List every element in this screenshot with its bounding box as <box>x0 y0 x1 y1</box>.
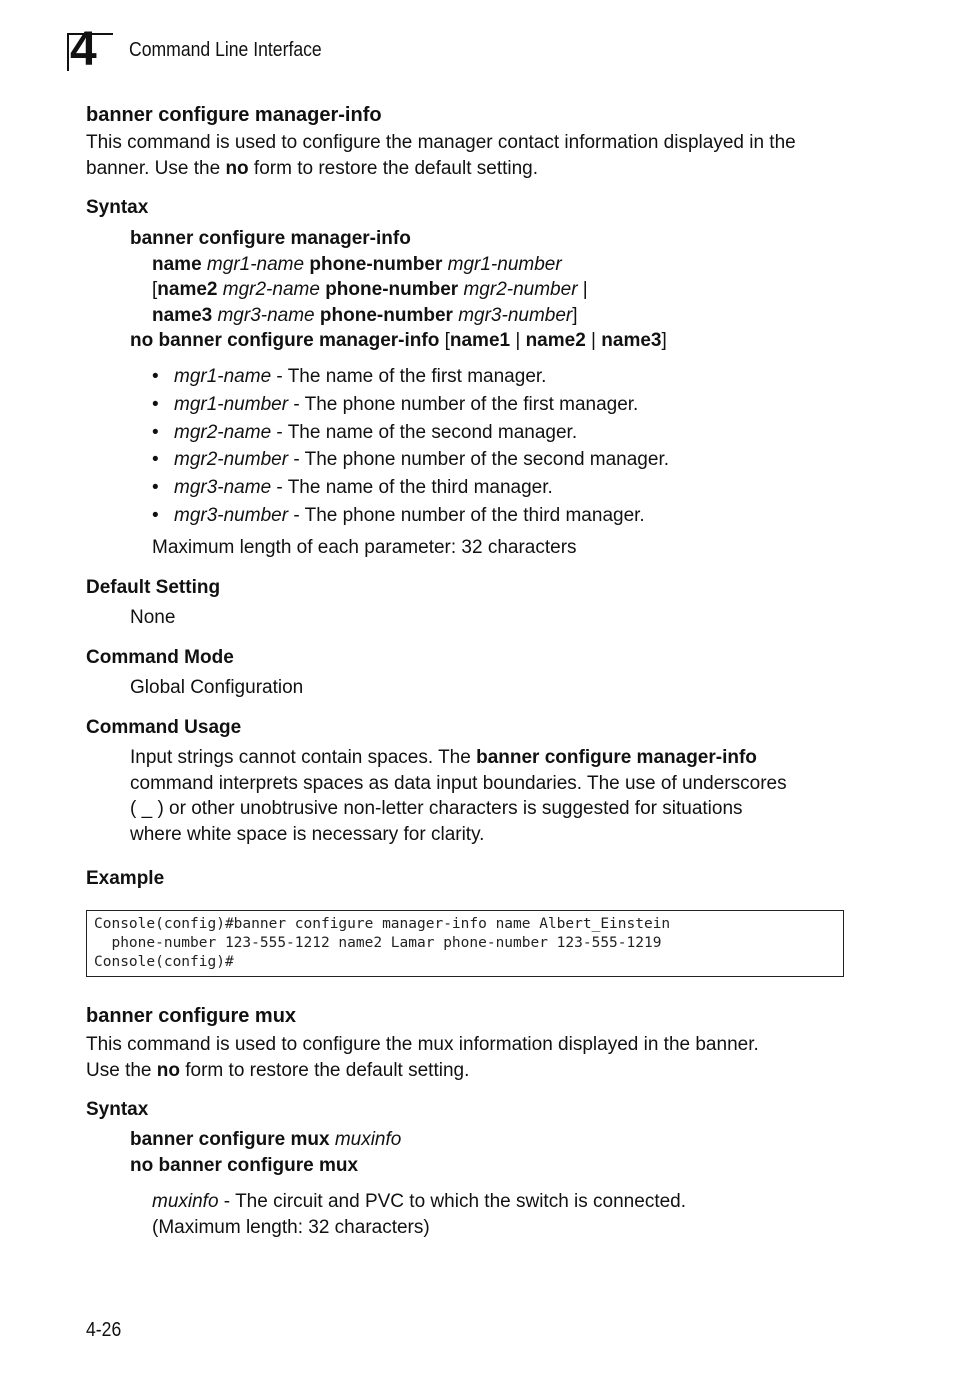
usage-line: command interprets spaces as data input boundaries. The use of underscores <box>130 772 787 794</box>
syntax-line: name mgr1-name phone-number mgr1-number <box>152 253 562 275</box>
description-line: This command is used to configure the manager contact information displayed in the <box>86 132 796 153</box>
example-code-box <box>86 910 844 977</box>
list-item: • mgr1-name - The name of the first manager. <box>152 363 669 391</box>
syntax-command: banner configure mux muxinfo <box>130 1129 402 1150</box>
section-description <box>86 130 796 181</box>
max-length-note: Maximum length of each parameter: 32 characters <box>152 537 577 558</box>
syntax-block <box>130 1127 401 1178</box>
syntax-no-command: no banner configure manager-info [name1 | name2 | name3] <box>130 330 667 351</box>
list-item: • mgr2-name - The name of the second manager. <box>152 419 669 447</box>
section-title-mux: banner configure mux <box>86 1005 297 1027</box>
parameter-list <box>152 363 669 530</box>
example-heading: Example <box>86 868 165 889</box>
default-setting-heading: Default Setting <box>86 577 221 598</box>
syntax-line: name3 mgr3-name phone-number mgr3-number] <box>152 304 578 326</box>
parameter-description <box>152 1189 686 1240</box>
param-line: muxinfo - The circuit and PVC to which the switch is connected. <box>152 1191 687 1212</box>
keyword-no: no <box>156 1059 180 1081</box>
running-header-title: Command Line Interface <box>129 39 322 61</box>
page-number: 4-26 <box>86 1319 122 1341</box>
syntax-block <box>130 226 667 354</box>
description-line: Use the no form to restore the default setting. <box>86 1059 470 1081</box>
usage-line: Input strings cannot contain spaces. The banner configure manager-info <box>130 747 757 768</box>
list-item: • mgr2-number - The phone number of the second manager. <box>152 446 669 474</box>
syntax-command: banner configure manager-info <box>130 228 411 249</box>
chapter-number: 4 <box>70 23 95 76</box>
description-line: This command is used to configure the mux information displayed in the banner. <box>86 1034 759 1055</box>
usage-line: ( _ ) or other unobtrusive non-letter characters is suggested for situations <box>130 798 743 819</box>
default-setting-value: None <box>130 607 176 628</box>
command-mode-value: Global Configuration <box>130 677 304 698</box>
syntax-heading: Syntax <box>86 197 149 218</box>
description-line: banner. Use the no form to restore the default setting. <box>86 157 539 179</box>
syntax-heading: Syntax <box>86 1099 149 1120</box>
command-usage-text <box>130 745 787 847</box>
list-item: • mgr3-name - The name of the third manager. <box>152 474 669 502</box>
usage-line: where white space is necessary for clarity. <box>130 823 485 845</box>
keyword-no: no <box>225 157 249 179</box>
list-item: • mgr3-number - The phone number of the third manager. <box>152 502 669 530</box>
section-title-manager-info: banner configure manager-info <box>86 104 382 126</box>
list-item: • mgr1-number - The phone number of the first manager. <box>152 391 669 419</box>
syntax-line: [name2 mgr2-name phone-number mgr2-number | <box>152 279 588 300</box>
section-description <box>86 1032 759 1083</box>
syntax-no-command: no banner configure mux <box>130 1154 359 1176</box>
param-line: (Maximum length: 32 characters) <box>152 1216 430 1238</box>
command-mode-heading: Command Mode <box>86 647 234 668</box>
example-code: Console(config)#banner configure manager-info name Albert_Einstein phone-number 123-555-1212 name2 Lamar phone-number 123-555-1219 Console(config)# <box>94 916 671 970</box>
command-usage-heading: Command Usage <box>86 717 242 738</box>
